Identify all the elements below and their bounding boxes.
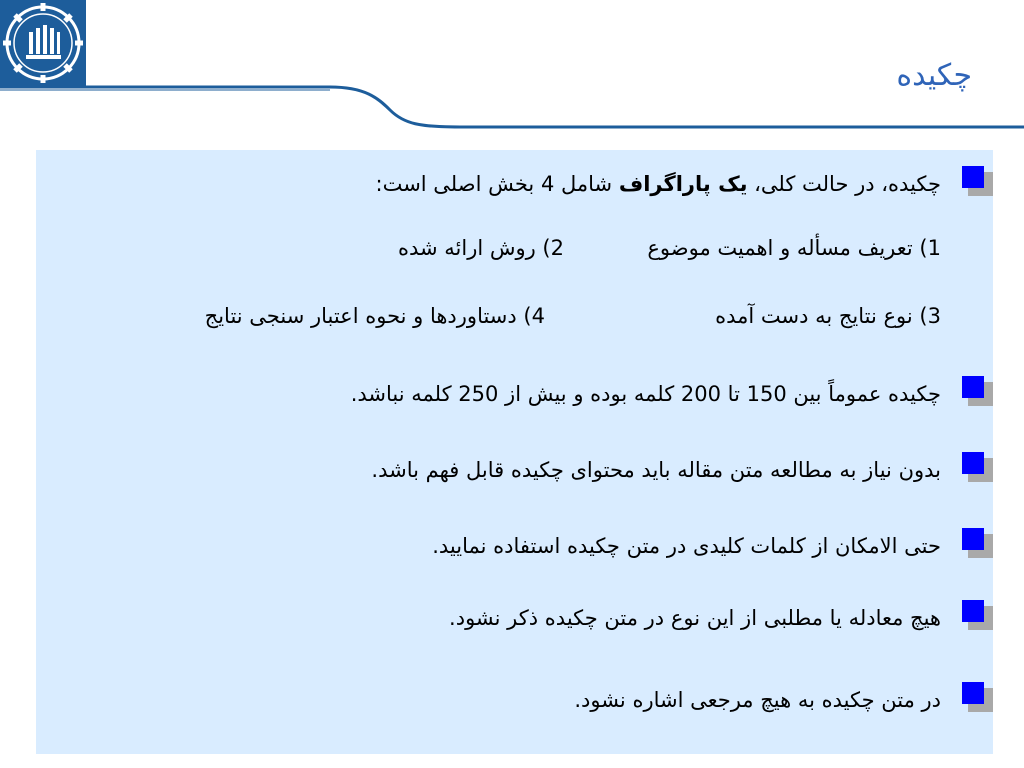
bullet-text: در متن چکیده به هیچ مرجعی اشاره نشود.: [574, 688, 941, 712]
bullet-text: حتی الامکان از کلمات کلیدی در متن چکیده استفاده نمایید.: [432, 534, 941, 558]
abstract-part-4: 4) دستاوردها و نحوه اعتبار سنجی نتایج: [204, 304, 545, 328]
bullet-text-part: شامل 4 بخش اصلی است:: [375, 172, 619, 196]
bullet-text: [376, 172, 942, 196]
bullet-text-part: چکیده، در حالت کلی،: [747, 172, 941, 196]
abstract-part-2: 2) روش ارائه شده: [397, 236, 564, 260]
abstract-part-1: 1) تعریف مسأله و اهمیت موضوع: [647, 236, 941, 260]
content-panel: [36, 150, 993, 754]
bullet-square-icon: [961, 678, 993, 712]
abstract-part-3: 3) نوع نتایج به دست آمده: [715, 304, 941, 328]
bullet-text-bold: یک پاراگراف: [618, 172, 748, 196]
slide-title: چکیده: [896, 58, 972, 93]
bullet-text: هیچ معادله یا مطلبی از این نوع در متن چکیده ذکر نشود.: [449, 606, 941, 630]
bullet-square-icon: [961, 372, 993, 406]
bullet-square-icon: [961, 596, 993, 630]
bullet-square-icon: [961, 524, 993, 558]
bullet-text: چکیده عموماً بین 150 تا 200 کلمه بوده و بیش از 250 کلمه نباشد.: [350, 382, 941, 406]
bullet-square-icon: [961, 162, 993, 196]
header-divider-line: [0, 0, 1024, 140]
bullet-text: بدون نیاز به مطالعه متن مقاله باید محتوای چکیده قابل فهم باشد.: [371, 458, 941, 482]
bullet-square-icon: [961, 448, 993, 482]
